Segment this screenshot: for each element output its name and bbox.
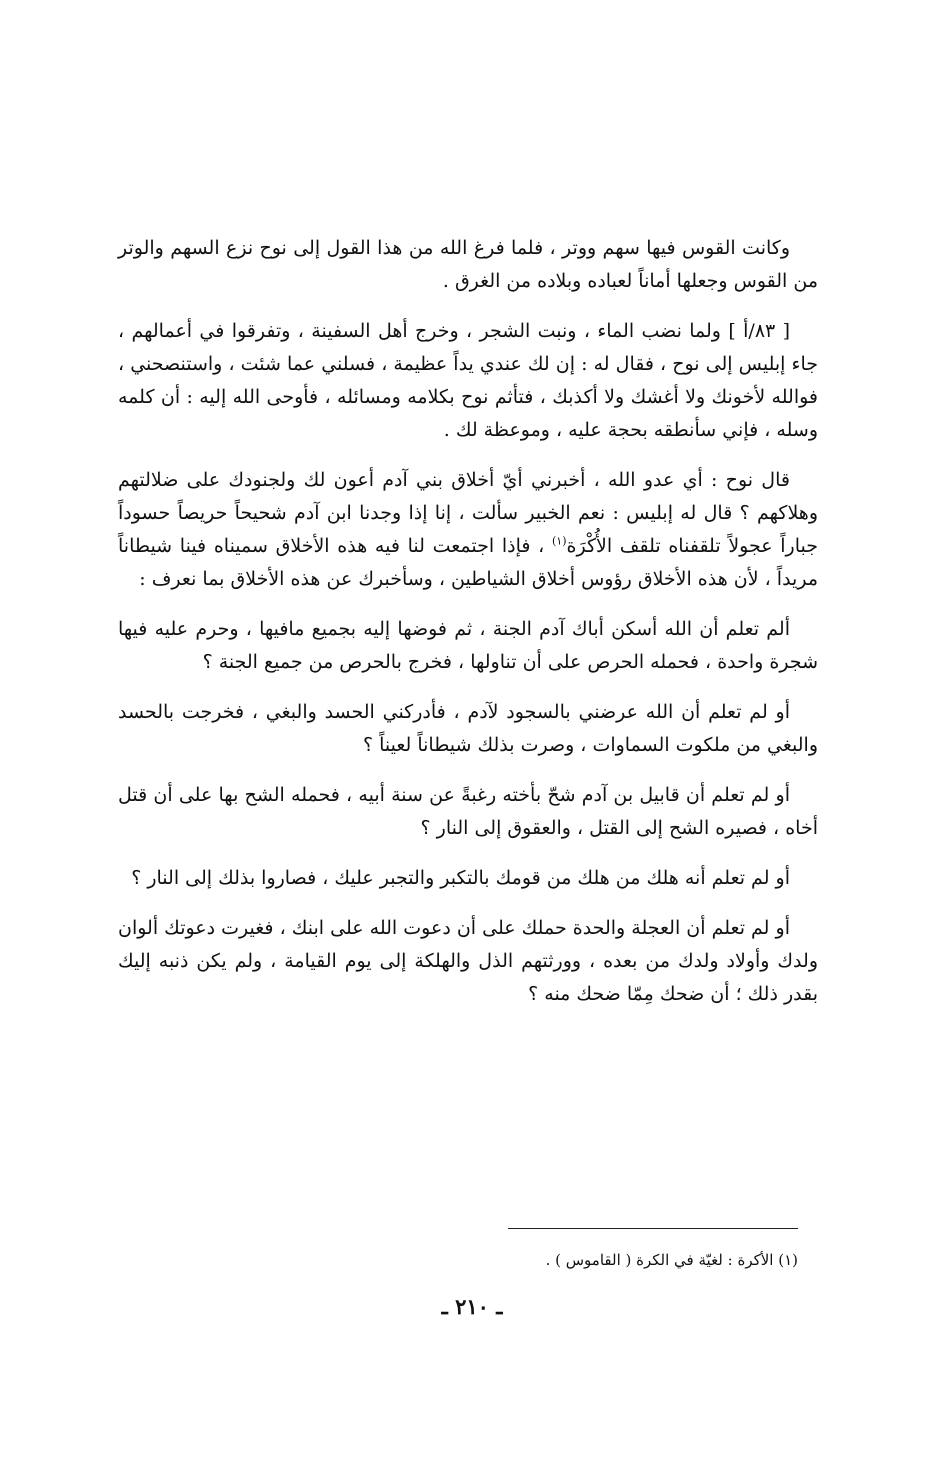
- paragraph-qabil-stinginess: أو لم تعلم أن قابيل بن آدم شحّ بأخته رغبةً عن سنة أبيه ، فحمله الشح بها على أن قتل أخاه ، فصيره الشح إلى القتل ، والعقوق إلى النار ؟: [118, 784, 818, 839]
- paragraph-nuh-asks-iblis-part1: قال نوح : أي عدو الله ، أخبرني أيّ أخلاق بني آدم أعون لك ولجنودك على ضلالتهم وهلاكهم ؟ قال له إبليس : نعم الخبير سألت ، إنا إذا وجدنا ابن آدم شحيحاً حريصاً حسوداً جباراً عجولاً تلقفناه تلقف الأُكْرَة: [118, 469, 818, 557]
- page-number: ـ ٢١٠ ـ: [441, 1294, 503, 1319]
- paragraph-nuh-asks-iblis: [118, 464, 818, 596]
- footnote-divider: [508, 1228, 798, 1229]
- paragraph-envy-of-iblis: أو لم تعلم أن الله عرضني بالسجود لآدم ، فأدركني الحسد والبغي ، فخرجت بالحسد والبغي من ملكوت السماوات ، وصرت بذلك شيطاناً لعيناً ؟: [118, 701, 818, 756]
- footnote-reference[interactable]: (١): [552, 534, 567, 548]
- paragraph-bow-and-arrow: وكانت القوس فيها سهم ووتر ، فلما فرغ الله من هذا القول إلى نوح نزع السهم والوتر من القوس وجعلها أماناً لعباده وبلاده من الغرق .: [118, 237, 818, 292]
- paragraph-arrogance-of-people: أو لم تعلم أنه هلك من هلك من قومك بالتكبر والتجبر عليك ، فصاروا بذلك إلى النار ؟: [131, 867, 790, 889]
- page-body: [118, 232, 818, 1028]
- paragraph-haste-of-nuh: أو لم تعلم أن العجلة والحدة حملك على أن دعوت الله على ابنك ، فغيرت دعوتك ألوان ولدك وأولاد ولدك من بعده ، وورثتهم الذل والهلكة إلى يوم القيامة ، ولم يكن ذنبه إليك بقدر ذلك ؛ أن ضحك مِمّا ضحك منه ؟: [118, 917, 818, 1005]
- paragraph-greed-of-adam: ألم تعلم أن الله أسكن أباك آدم الجنة ، ثم فوضها إليه بجميع مافيها ، وحرم عليه فيها شجرة واحدة ، فحمله الحرص على أن تناولها ، فخرج بالحرص من جميع الجنة ؟: [118, 618, 818, 673]
- paragraph-nuh-asks-iblis-part2: ، فإذا اجتمعت لنا فيه هذه الأخلاق سميناه فينا شيطاناً مريداً ، لأن هذه الأخلاق رؤوس أخلاق الشياطين ، وسأخبرك عن هذه الأخلاق بما نعرف :: [118, 535, 818, 590]
- footnote-text: (١) الأكرة : لغيّة في الكرة ( القاموس ) .: [545, 1251, 798, 1269]
- paragraph-iblis-comes-to-nuh: [ ٨٣/أ ] ولما نضب الماء ، ونبت الشجر ، وخرج أهل السفينة ، وتفرقوا في أعمالهم ، جاء إبليس إلى نوح ، فقال له : إن لك عندي يداً عظيمة ، فسلني عما شئت ، واستنصحني ، فوالله لأخونك ولا أغشك ولا أكذبك ، فتأثم نوح بكلامه ومسائله ، فأوحى الله إليه : أن كلمه وسله ، فإني سأنطقه بحجة عليه ، وموعظة لك .: [118, 320, 818, 441]
